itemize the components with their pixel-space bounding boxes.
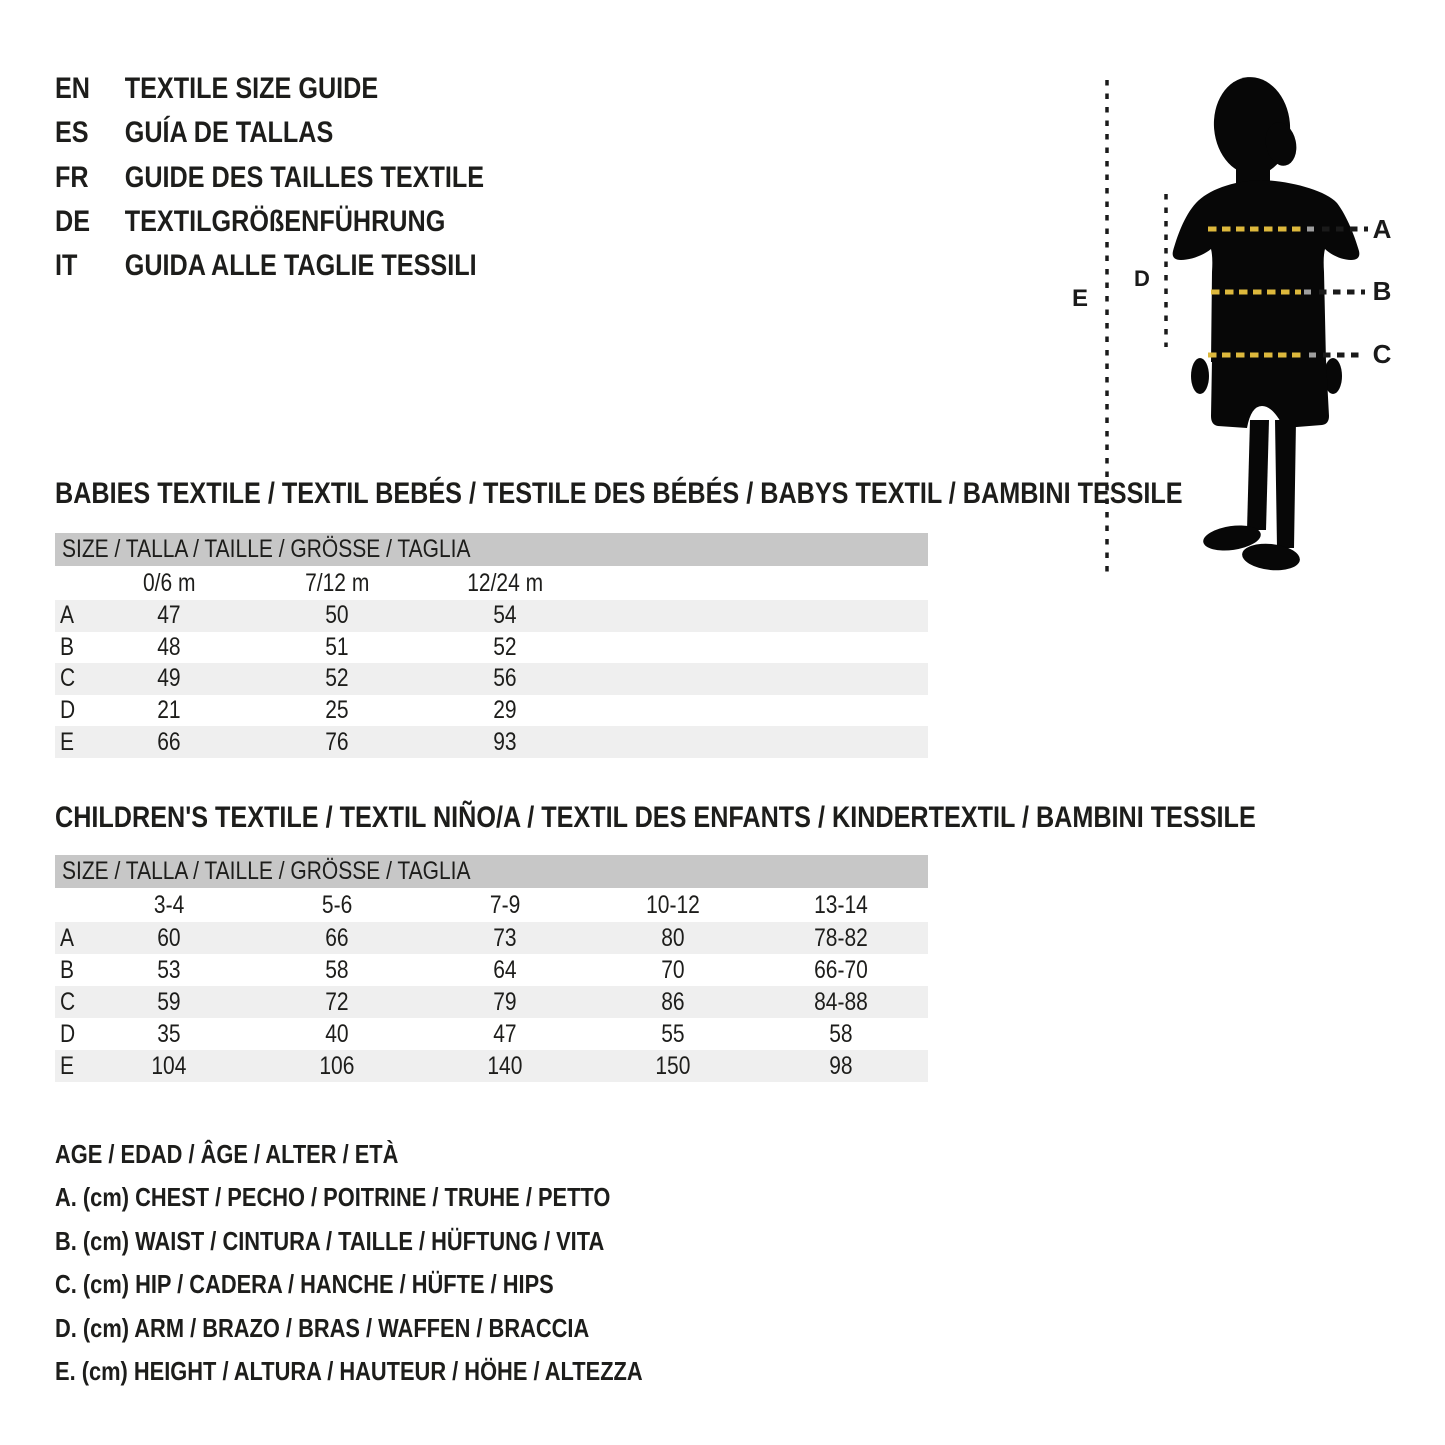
language-row	[55, 111, 566, 155]
column-header: 13-14	[814, 891, 868, 919]
cell: 86	[661, 987, 685, 1016]
guide-title: GUÍA DE TALLAS	[124, 116, 334, 150]
cell: 66	[157, 727, 181, 756]
language-row	[55, 156, 566, 200]
row-label: D	[60, 1019, 76, 1048]
row-label: B	[60, 955, 75, 984]
row-label: A	[60, 923, 75, 952]
table-row	[55, 922, 928, 954]
table-row	[55, 600, 928, 632]
cell: 54	[493, 601, 517, 630]
guide-title: GUIDE DES TAILLES TEXTILE	[124, 160, 485, 194]
cell: 25	[325, 696, 349, 725]
cell: 56	[493, 664, 517, 693]
legend-line-chest: A. (cm) CHEST / PECHO / POITRINE / TRUHE / PETTO	[55, 1182, 611, 1213]
column-header: 5-6	[321, 891, 353, 919]
babies-section-title: BABIES TEXTILE / TEXTIL BEBÉS / TESTILE DES BÉBÉS / BABYS TEXTIL / BAMBINI TESSILE	[55, 477, 1183, 510]
cell: 72	[325, 987, 349, 1016]
cell: 52	[493, 632, 517, 661]
children-section-title: CHILDREN'S TEXTILE / TEXTIL NIÑO/A / TEXTIL DES ENFANTS / KINDERTEXTIL / BAMBINI TESSILE	[55, 801, 1256, 834]
language-code: FR	[55, 160, 89, 194]
babies-column-headers	[55, 566, 928, 600]
guide-title: TEXTILGRÖßENFÜHRUNG	[124, 204, 446, 238]
cell: 59	[157, 987, 181, 1016]
cell: 50	[325, 601, 349, 630]
cell: 29	[493, 696, 517, 725]
row-label: D	[60, 696, 76, 725]
figure-label-A: A	[1372, 214, 1392, 244]
cell: 73	[493, 923, 517, 952]
cell: 104	[151, 1051, 187, 1080]
cell: 140	[487, 1051, 523, 1080]
figure-label-C: C	[1372, 339, 1392, 369]
cell: 48	[157, 632, 181, 661]
cell: 52	[325, 664, 349, 693]
row-label: A	[60, 601, 75, 630]
row-label: E	[60, 727, 75, 756]
cell: 79	[493, 987, 517, 1016]
cell: 64	[493, 955, 517, 984]
column-header: 7/12 m	[304, 569, 370, 597]
language-row	[55, 67, 566, 111]
language-title-block	[55, 67, 566, 288]
table-row	[55, 632, 928, 664]
language-code: IT	[55, 249, 78, 283]
cell: 21	[157, 696, 181, 725]
table-row	[55, 1050, 928, 1082]
legend-line-height: E. (cm) HEIGHT / ALTURA / HAUTEUR / HÖHE / ALTEZZA	[55, 1355, 643, 1386]
cell: 76	[325, 727, 349, 756]
cell: 93	[493, 727, 517, 756]
guide-title: TEXTILE SIZE GUIDE	[124, 72, 379, 105]
legend-line-arm: D. (cm) ARM / BRAZO / BRAS / WAFFEN / BRACCIA	[55, 1312, 590, 1343]
children-size-table	[55, 855, 928, 1082]
row-label: C	[60, 664, 76, 693]
cell: 78-82	[814, 923, 868, 952]
measurement-legend	[55, 1133, 755, 1393]
table-row	[55, 663, 928, 695]
cell: 40	[325, 1019, 349, 1048]
cell: 58	[829, 1019, 853, 1048]
language-code: EN	[55, 72, 91, 105]
column-header: 0/6 m	[142, 569, 196, 597]
cell: 58	[325, 955, 349, 984]
cell: 49	[157, 664, 181, 693]
row-label: B	[60, 632, 75, 661]
language-row	[55, 200, 566, 244]
babies-size-table	[55, 533, 928, 758]
babies-size-header-bar: SIZE / TALLA / TAILLE / GRÖSSE / TAGLIA	[55, 533, 928, 566]
child-measurement-figure	[1060, 60, 1445, 600]
cell: 35	[157, 1019, 181, 1048]
guide-title: GUIDA ALLE TAGLIE TESSILI	[124, 249, 477, 283]
cell: 150	[655, 1051, 691, 1080]
children-size-header-bar: SIZE / TALLA / TAILLE / GRÖSSE / TAGLIA	[55, 855, 928, 888]
figure-label-D: D	[1134, 266, 1150, 291]
row-label: C	[60, 987, 76, 1016]
language-code: ES	[55, 116, 89, 150]
cell: 66	[325, 923, 349, 952]
language-row	[55, 244, 566, 288]
figure-label-E: E	[1071, 285, 1089, 312]
language-code: DE	[55, 204, 91, 238]
cell: 60	[157, 923, 181, 952]
row-label: E	[60, 1051, 75, 1080]
cell: 70	[661, 955, 685, 984]
cell: 98	[829, 1051, 853, 1080]
figure-label-B: B	[1372, 276, 1392, 306]
cell: 51	[325, 632, 349, 661]
table-row	[55, 695, 928, 727]
cell: 80	[661, 923, 685, 952]
table-row	[55, 726, 928, 758]
cell: 55	[661, 1019, 685, 1048]
table-row	[55, 954, 928, 986]
cell: 106	[319, 1051, 355, 1080]
cell: 66-70	[814, 955, 868, 984]
table-row	[55, 986, 928, 1018]
children-column-headers	[55, 888, 928, 922]
cell: 84-88	[814, 987, 868, 1016]
cell: 53	[157, 955, 181, 984]
column-header: 3-4	[153, 891, 185, 919]
column-header: 12/24 m	[467, 569, 543, 597]
cell: 47	[157, 601, 181, 630]
column-header: 7-9	[489, 891, 521, 919]
table-row	[55, 1018, 928, 1050]
legend-line-waist: B. (cm) WAIST / CINTURA / TAILLE / HÜFTUNG / VITA	[55, 1225, 605, 1256]
cell: 47	[493, 1019, 517, 1048]
legend-line-age: AGE / EDAD / ÂGE / ALTER / ETÀ	[55, 1139, 399, 1169]
legend-line-hip: C. (cm) HIP / CADERA / HANCHE / HÜFTE / HIPS	[55, 1269, 554, 1300]
column-header: 10-12	[646, 891, 700, 919]
